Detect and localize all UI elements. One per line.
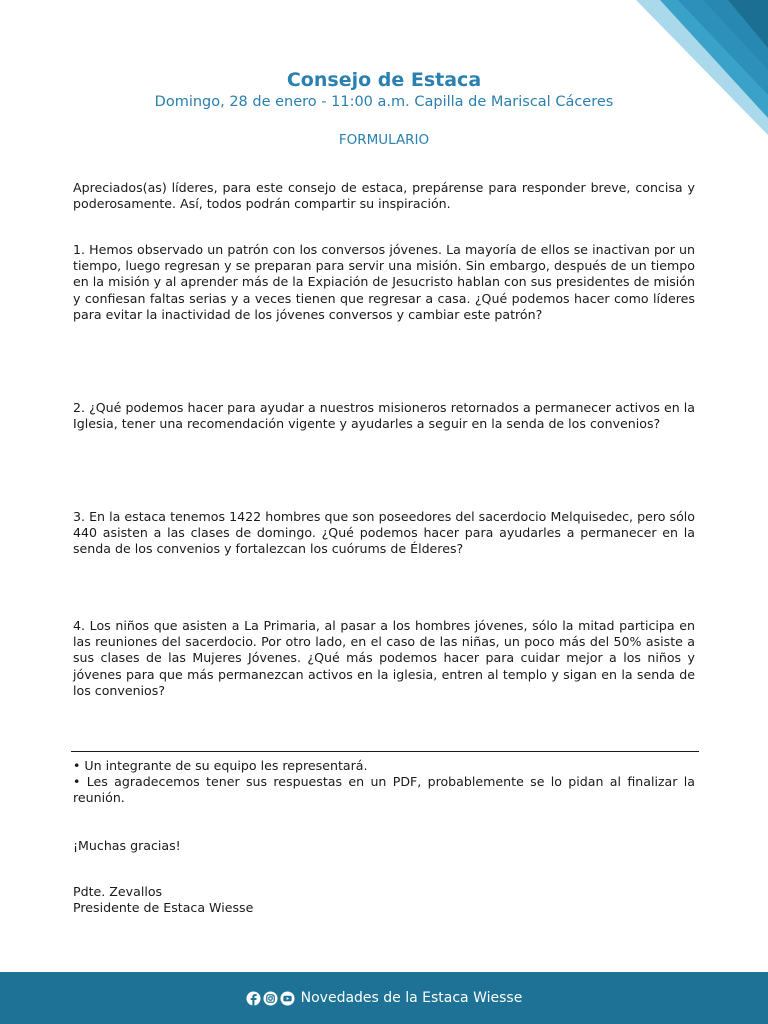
note-item: • Un integrante de su equipo les representará. [73, 758, 368, 773]
social-icons [246, 991, 295, 1006]
question-text: 2. ¿Qué podemos hacer para ayudar a nuestros misioneros retornados a permanecer activos en la Iglesia, tener una recomendación vigente y ayudarles a seguir en la senda de los convenios? [73, 400, 695, 432]
question-1 [73, 242, 695, 323]
section-divider [71, 751, 699, 752]
note-item: • Les agradecemos tener sus respuestas en un PDF, probablemente se lo pidan al finalizar la reunión. [73, 774, 695, 806]
question-4 [73, 618, 695, 699]
question-text: 1. Hemos observado un patrón con los conversos jóvenes. La mayoría de ellos se inactivan por un tiempo, luego regresan y se preparan para servir una misión. Sin embargo, después de un tiempo en la misión y al aprender más de la Expiación de Jesucristo hablan con sus presidentes de misión y confiesan faltas serias y a veces tienen que regresar a casa. ¿Qué podemos hacer como líderes para evitar la inactividad de los jóvenes conversos y cambiar este patrón? [73, 242, 695, 322]
signature-role: Presidente de Estaca Wiesse [73, 900, 254, 916]
form-label: FORMULARIO [338, 132, 430, 148]
footer-bar [0, 972, 768, 1024]
question-2 [73, 400, 695, 432]
closing-line: ¡Muchas gracias! [73, 838, 181, 853]
question-text: 3. En la estaca tenemos 1422 hombres que son poseedores del sacerdocio Melquisedec, pero sólo 440 asisten a las clases de domingo. ¿Qué podemos hacer para ayudarles a permanecer en la senda de los convenios y fortalezcan los cuórums de Élderes? [73, 509, 695, 557]
intro-paragraph [73, 180, 695, 212]
page-title: Consejo de Estaca [286, 69, 482, 91]
instagram-icon[interactable] [263, 991, 278, 1006]
question-text: 4. Los niños que asisten a La Primaria, al pasar a los hombres jóvenes, sólo la mitad participa en las reuniones del sacerdocio. Por otro lado, en el caso de las niñas, un poco más del 50% asiste a sus clases de las Mujeres Jóvenes. ¿Qué más podemos hacer para cuidar mejor a los niños y jóvenes para que más permanezcan activos en la iglesia, entren al templo y sigan en la senda de los convenios? [73, 618, 695, 698]
youtube-icon[interactable] [280, 991, 295, 1006]
event-subtitle: Domingo, 28 de enero - 11:00 a.m. Capilla de Mariscal Cáceres [154, 94, 614, 110]
question-3 [73, 509, 695, 558]
notes-list [73, 758, 695, 807]
signature-name: Pdte. Zevallos [73, 884, 163, 899]
document-header [0, 68, 768, 149]
facebook-icon[interactable] [246, 991, 261, 1006]
closing-text [73, 838, 695, 854]
intro-text: Apreciados(as) líderes, para este consejo de estaca, prepárense para responder breve, concisa y poderosamente. Así, todos podrán compartir su inspiración. [73, 180, 695, 212]
footer-text: Novedades de la Estaca Wiesse [300, 990, 523, 1006]
signature-block [73, 884, 695, 916]
